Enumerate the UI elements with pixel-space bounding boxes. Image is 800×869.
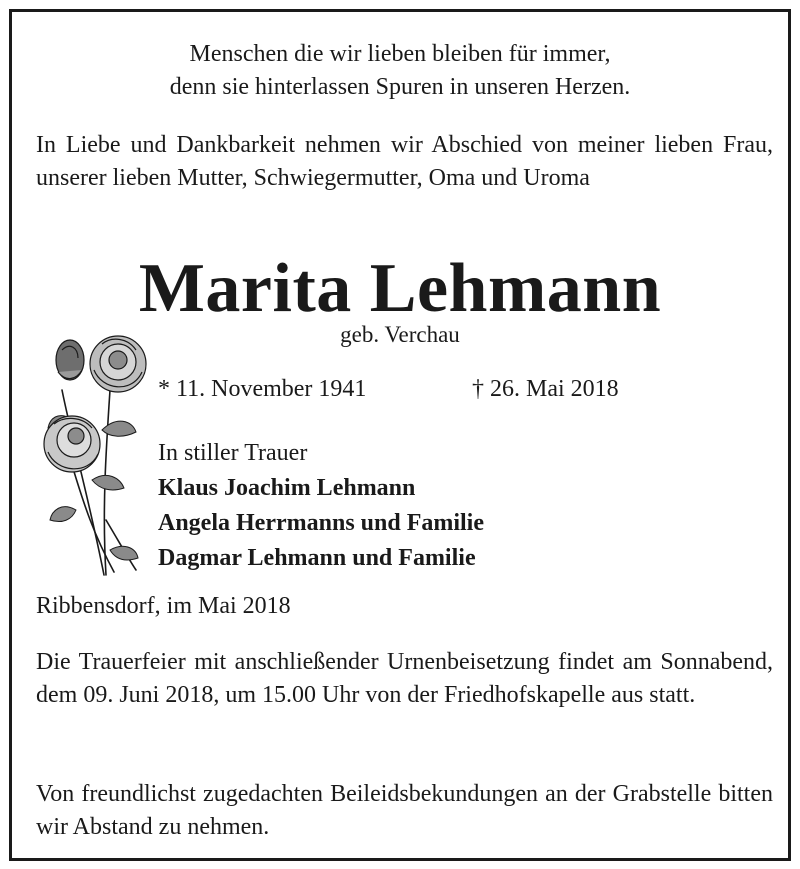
obituary-frame	[9, 9, 791, 861]
verse-line-1: Menschen die wir lieben bleiben für immer,	[189, 41, 611, 67]
mourner-name: Klaus Joachim Lehmann	[158, 475, 416, 501]
mourners-heading: In stiller Trauer	[158, 440, 308, 466]
death-date: † 26. Mai 2018	[472, 376, 619, 402]
mourner-name: Dagmar Lehmann und Familie	[158, 545, 476, 571]
ceremony-notice: Die Trauerfeier mit anschließender Urnenbeisetzung findet am Sonnabend, dem 09. Juni 2018, um 15.00 Uhr von der Friedhofskapelle aus statt.	[36, 649, 773, 708]
roses-icon	[32, 320, 152, 582]
mourner-name: Angela Herrmanns und Familie	[158, 510, 485, 536]
place-date: Ribbensdorf, im Mai 2018	[36, 593, 291, 619]
mourners-block	[158, 436, 484, 576]
birth-date: * 11. November 1941	[158, 376, 367, 402]
verse-line-2: denn sie hinterlassen Spuren in unseren Herzen.	[169, 74, 631, 100]
maiden-name: geb. Verchau	[340, 322, 460, 347]
memorial-verse	[12, 38, 788, 104]
condolences-notice: Von freundlichst zugedachten Beileidsbekundungen an der Grabstelle bitten wir Abstand zu nehmen.	[36, 781, 773, 840]
intro-text: In Liebe und Dankbarkeit nehmen wir Abschied von meiner lieben Frau, unserer lieben Mutter, Schwiegermutter, Oma und Uroma	[36, 132, 773, 191]
deceased-name: Marita Lehmann	[138, 250, 662, 327]
